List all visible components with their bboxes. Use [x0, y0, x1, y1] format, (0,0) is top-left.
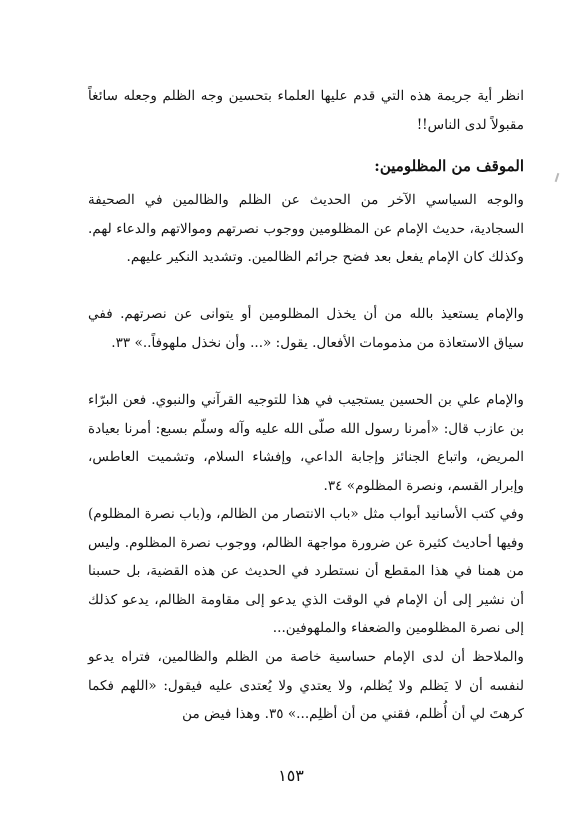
margin-mark: [555, 173, 560, 182]
intro-paragraph: انظر أية جريمة هذه التي قدم عليها العلماء بتحسين وجه الظلم وجعله سائغاً مقبولاً لدى الناس!!: [88, 88, 524, 133]
paragraph-3: والإمام علي بن الحسين يستجيب في هذا للتوجيه القرآني والنبوي. فعن البرّاء بن عازب قال: «أمرنا رسول الله صلّى الله عليه وآله وسلّم بسبع: أمرنا بعيادة المريض، واتباع الجنائز وإجابة الداعي، وإفشاء السلام، وتشميت العاطس، وإبرار القسم، ونصرة المظلوم» ٣٤.: [88, 392, 524, 494]
paragraph-5: والملاحظ أن لدى الإمام حساسية خاصة من الظلم والظالمين، فتراه يدعو لنفسه أن لا يَظلم ولا يُظلم، ولا يعتدي ولا يُعتدى عليه فيقول: «اللهم فكما كرهتَ لي أن أُظلم، فقني من أن أظلِم...» ٣٥. وهذا فيض من: [88, 649, 524, 723]
paragraph-2: والإمام يستعيذ بالله من أن يخذل المظلومين أو يتوانى عن نصرتهم. ففي سياق الاستعاذة من مذمومات الأفعال. يقول: «... وأن نخذل ملهوفاً..» ٣٣.: [88, 306, 524, 351]
page-number: ١٥٣: [278, 766, 304, 785]
paragraph-4: وفي كتب الأسانيد أبواب مثل «باب الانتصار من الظالم، و(باب نصرة المظلوم) وفيها أحاديث كثيرة عن ضرورة مواجهة الظالم، ووجوب نصرة المظلوم. وليس من همنا في هذا المقطع أن نستطرد في الحديث عن هذه القضية، بل حسبنا أن نشير إلى أن الإمام في الوقت الذي يدعو إلى مقاومة الظالم، يدعو كذلك إلى نصرة المظلومين والضعفاء والملهوفين...: [88, 506, 524, 637]
paragraph-1: والوجه السياسي الآخر من الحديث عن الظلم والظالمين في الصحيفة السجادية، حديث الإمام عن المظلومين ووجوب نصرتهم وموالاتهم والدعاء لهم. وكذلك كان الإمام يفعل بعد فضح جرائم الظالمين. وتشديد النكير عليهم.: [88, 192, 524, 266]
section-heading: الموقف من المظلومين:: [374, 157, 524, 175]
